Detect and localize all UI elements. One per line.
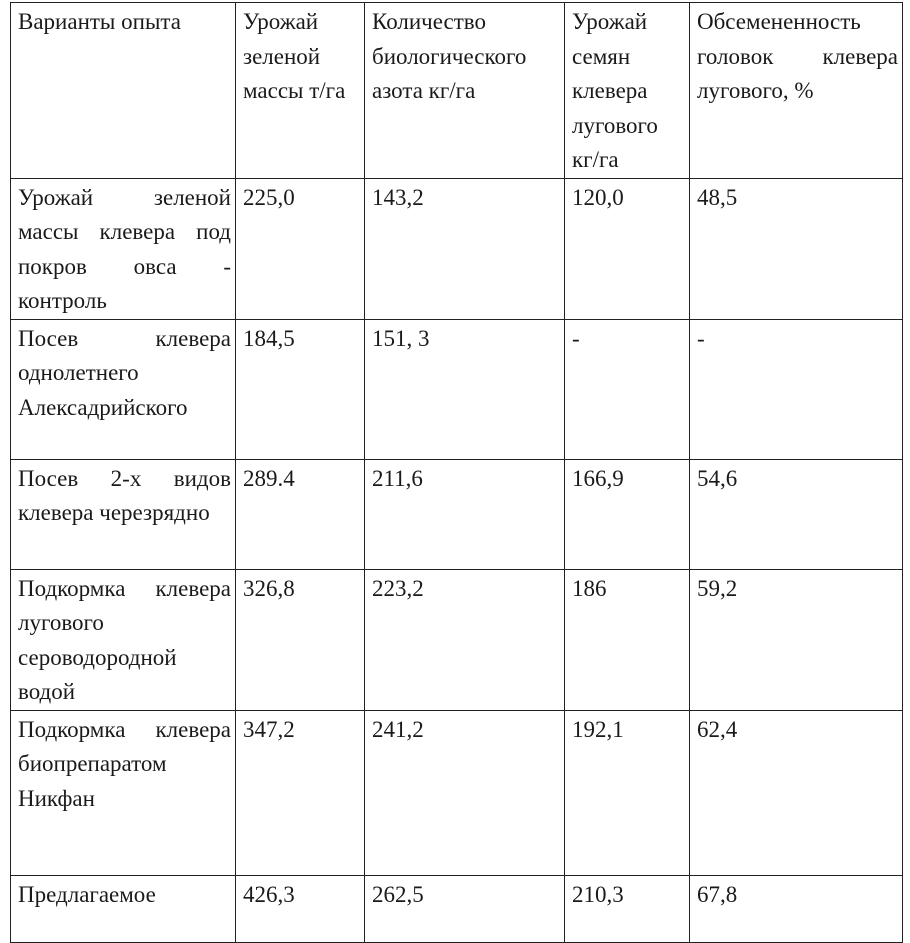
seed-yield-cell: - [565,319,690,459]
variant-cell: Предлагаемое [11,875,236,942]
table-body [11,178,903,942]
nitrogen-cell: 211,6 [365,459,565,569]
nitrogen-cell: 262,5 [365,875,565,942]
green-mass-cell: 289.4 [236,459,365,569]
header-green-mass: Урожай зеленой массы т/га [236,3,365,179]
seed-yield-cell: 120,0 [565,178,690,319]
table-row [11,569,903,710]
seed-yield-cell: 192,1 [565,710,690,875]
table-row [11,459,903,569]
nitrogen-cell: 151, 3 [365,319,565,459]
nitrogen-cell: 143,2 [365,178,565,319]
variant-cell: Посев 2-х видов клевера черезрядно [11,459,236,569]
table-row [11,178,903,319]
header-seed-yield: Урожай семян клевера лугового кг/га [565,3,690,179]
variant-cell: Посев клевера однолетнего Алексадрийского [11,319,236,459]
table-row [11,710,903,875]
seeding-cell: 67,8 [690,875,903,942]
green-mass-cell: 184,5 [236,319,365,459]
green-mass-cell: 347,2 [236,710,365,875]
green-mass-cell: 326,8 [236,569,365,710]
seeding-cell: 54,6 [690,459,903,569]
nitrogen-cell: 241,2 [365,710,565,875]
seeding-cell: 59,2 [690,569,903,710]
table-row [11,875,903,942]
header-seeding: Обсемененность головок клевера лугового, % [690,3,903,179]
seed-yield-cell: 186 [565,569,690,710]
nitrogen-cell: 223,2 [365,569,565,710]
seeding-cell: - [690,319,903,459]
header-variants: Варианты опыта [11,3,236,179]
seeding-cell: 48,5 [690,178,903,319]
seed-yield-cell: 166,9 [565,459,690,569]
variant-cell: Подкормка клевера лугового сероводородной водой [11,569,236,710]
seed-yield-cell: 210,3 [565,875,690,942]
variant-cell: Подкормка клевера биопрепаратом Никфан [11,710,236,875]
table-row [11,319,903,459]
seeding-cell: 62,4 [690,710,903,875]
table-header [11,3,903,179]
green-mass-cell: 225,0 [236,178,365,319]
variant-cell: Урожай зеленой массы клевера под покров овса - контроль [11,178,236,319]
green-mass-cell: 426,3 [236,875,365,942]
header-nitrogen: Количество биологического азота кг/га [365,3,565,179]
header-row [11,3,903,179]
results-table [10,2,903,943]
